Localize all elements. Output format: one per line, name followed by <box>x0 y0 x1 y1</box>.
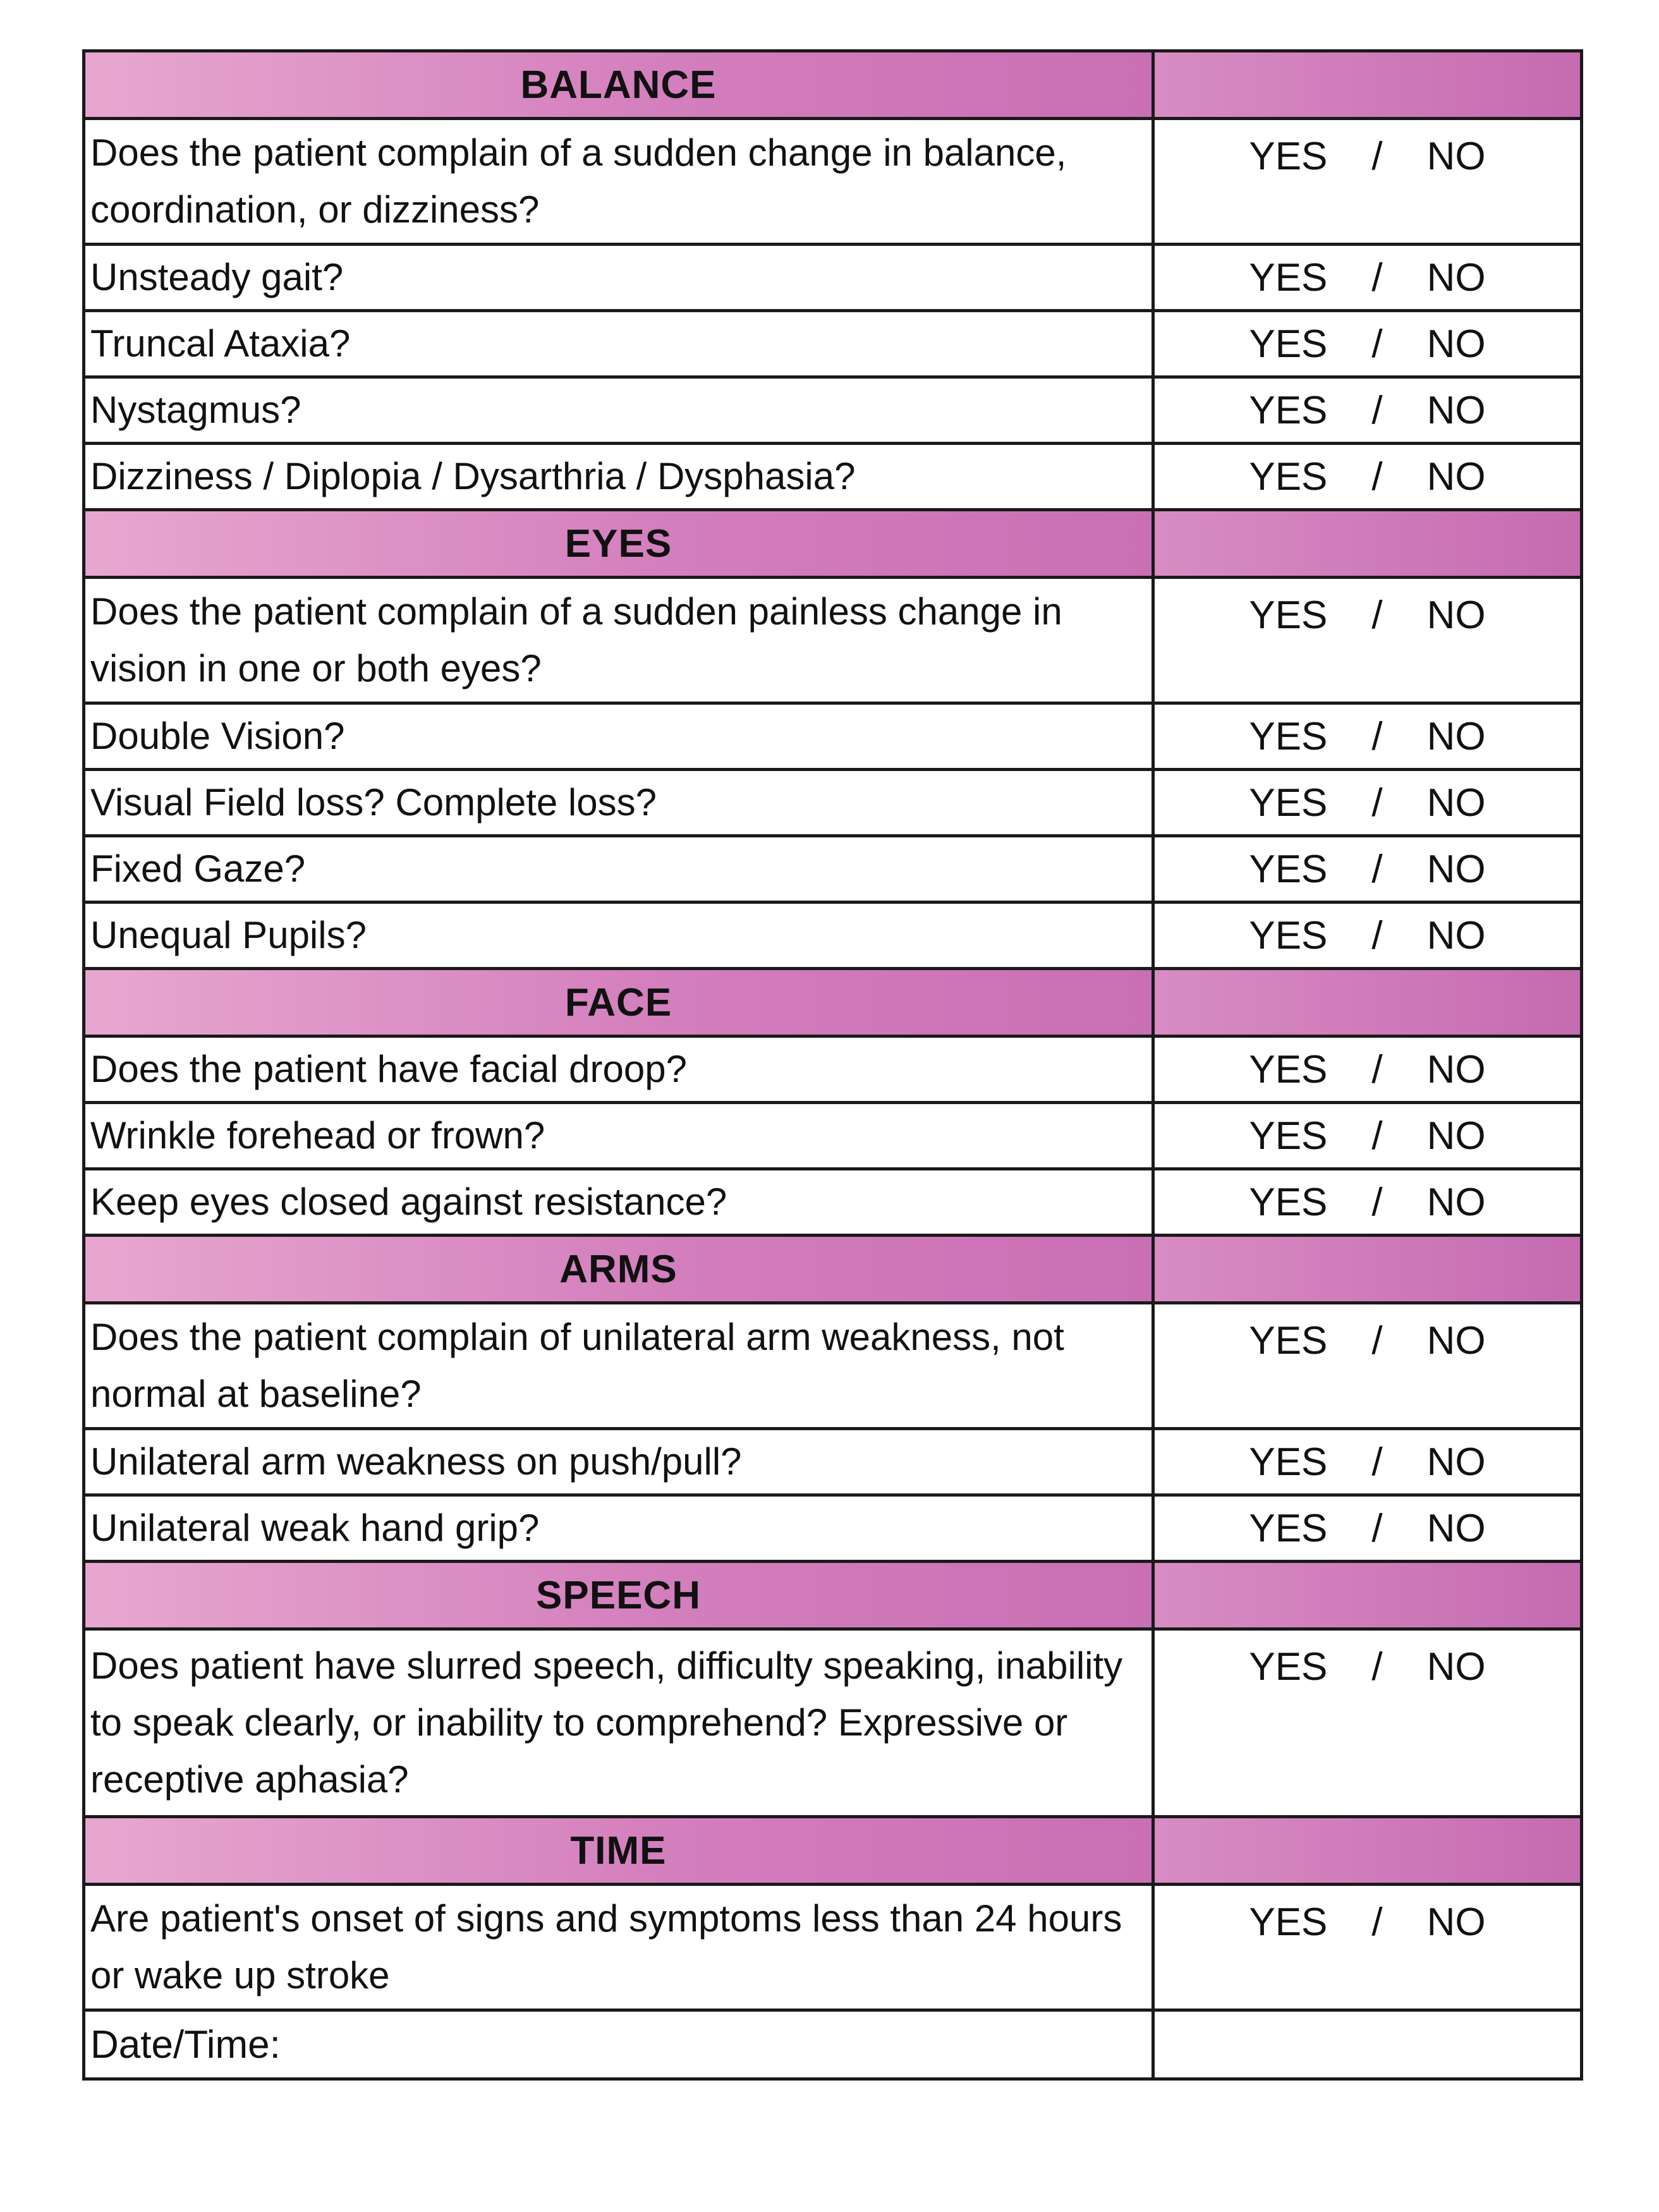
section-title: ARMS <box>84 1236 1153 1303</box>
section-title: BALANCE <box>84 51 1153 119</box>
no-option[interactable]: NO <box>1426 913 1486 957</box>
question-row <box>84 119 1582 245</box>
question-row <box>84 836 1582 902</box>
yes-option[interactable]: YES <box>1249 847 1328 891</box>
yes-option[interactable]: YES <box>1249 781 1328 825</box>
section-title: FACE <box>84 969 1153 1036</box>
question-text: Unequal Pupils? <box>84 902 1153 969</box>
yes-no-choice <box>1160 1047 1575 1092</box>
answer-cell <box>1153 703 1582 770</box>
yes-option[interactable]: YES <box>1249 714 1328 758</box>
section-header-blank <box>1153 1562 1582 1629</box>
question-row <box>84 578 1582 703</box>
yes-option[interactable]: YES <box>1249 1114 1328 1158</box>
no-option[interactable]: NO <box>1426 454 1486 499</box>
no-option[interactable]: NO <box>1426 1047 1486 1091</box>
yes-option[interactable]: YES <box>1249 1440 1328 1484</box>
answer-cell <box>1153 1629 1582 1817</box>
date-time-field[interactable] <box>1153 2010 1582 2079</box>
answer-cell <box>1153 245 1582 311</box>
question-row <box>84 703 1582 770</box>
option-separator: / <box>1371 1900 1383 1944</box>
answer-cell <box>1153 1885 1582 2010</box>
option-separator: / <box>1371 1047 1383 1091</box>
section-header-time <box>84 1817 1582 1885</box>
question-row <box>84 1885 1582 2010</box>
yes-option[interactable]: YES <box>1249 388 1328 432</box>
no-option[interactable]: NO <box>1426 1506 1486 1550</box>
option-separator: / <box>1371 388 1383 432</box>
yes-option[interactable]: YES <box>1249 135 1328 178</box>
question-text: Keep eyes closed against resistance? <box>84 1169 1153 1236</box>
section-header-blank <box>1153 1236 1582 1303</box>
yes-no-choice <box>1160 255 1575 300</box>
yes-no-choice <box>1160 134 1575 179</box>
yes-no-choice <box>1160 714 1575 759</box>
answer-cell <box>1153 377 1582 444</box>
yes-no-choice <box>1160 593 1575 638</box>
option-separator: / <box>1371 1319 1383 1363</box>
yes-no-choice <box>1160 388 1575 433</box>
yes-no-choice <box>1160 781 1575 825</box>
no-option[interactable]: NO <box>1426 1180 1486 1224</box>
section-header-blank <box>1153 51 1582 119</box>
yes-no-choice <box>1160 1440 1575 1485</box>
yes-no-choice <box>1160 1506 1575 1551</box>
question-row <box>84 444 1582 510</box>
question-text: Double Vision? <box>84 703 1153 770</box>
no-option[interactable]: NO <box>1426 255 1486 300</box>
answer-cell <box>1153 311 1582 377</box>
option-separator: / <box>1371 781 1383 825</box>
question-row <box>84 245 1582 311</box>
question-text: Does patient have slurred speech, difficulty speaking, inability to speak clearly, or inability to comprehend? Expressive or receptive aphasia? <box>84 1629 1153 1817</box>
option-separator: / <box>1371 913 1383 957</box>
answer-cell <box>1153 902 1582 969</box>
section-header-blank <box>1153 510 1582 578</box>
question-row <box>84 1429 1582 1495</box>
section-header-arms <box>84 1236 1582 1303</box>
option-separator: / <box>1371 593 1383 637</box>
section-header-speech <box>84 1562 1582 1629</box>
yes-no-choice <box>1160 1644 1575 1689</box>
option-separator: / <box>1371 1180 1383 1224</box>
option-separator: / <box>1371 454 1383 499</box>
option-separator: / <box>1371 255 1383 300</box>
answer-cell <box>1153 1169 1582 1236</box>
no-option[interactable]: NO <box>1426 1645 1486 1689</box>
yes-option[interactable]: YES <box>1249 593 1328 637</box>
section-header-balance <box>84 51 1582 119</box>
no-option[interactable]: NO <box>1426 847 1486 891</box>
no-option[interactable]: NO <box>1426 1900 1486 1944</box>
question-text: Dizziness / Diplopia / Dysarthria / Dysphasia? <box>84 444 1153 510</box>
no-option[interactable]: NO <box>1426 593 1486 637</box>
stroke-assessment-form <box>82 49 1580 2081</box>
yes-option[interactable]: YES <box>1249 1047 1328 1091</box>
option-separator: / <box>1371 1506 1383 1550</box>
no-option[interactable]: NO <box>1426 1319 1486 1363</box>
no-option[interactable]: NO <box>1426 1114 1486 1158</box>
yes-option[interactable]: YES <box>1249 1506 1328 1550</box>
yes-no-choice <box>1160 913 1575 958</box>
question-text: Are patient's onset of signs and symptoms less than 24 hours or wake up stroke <box>84 1885 1153 2010</box>
question-row <box>84 1036 1582 1103</box>
option-separator: / <box>1371 135 1383 178</box>
question-text: Does the patient have facial droop? <box>84 1036 1153 1103</box>
answer-cell <box>1153 770 1582 836</box>
question-text: Wrinkle forehead or frown? <box>84 1103 1153 1169</box>
date-time-row <box>84 2010 1582 2079</box>
question-text: Unilateral weak hand grip? <box>84 1495 1153 1562</box>
answer-cell <box>1153 1303 1582 1429</box>
answer-cell <box>1153 578 1582 703</box>
yes-option[interactable]: YES <box>1249 1180 1328 1224</box>
question-row <box>84 770 1582 836</box>
section-header-eyes <box>84 510 1582 578</box>
no-option[interactable]: NO <box>1426 388 1486 432</box>
yes-option[interactable]: YES <box>1249 1900 1328 1944</box>
yes-no-choice <box>1160 1180 1575 1225</box>
question-text: Does the patient complain of a sudden change in balance, coordination, or dizziness? <box>84 119 1153 245</box>
answer-cell <box>1153 1103 1582 1169</box>
yes-no-choice <box>1160 1318 1575 1363</box>
option-separator: / <box>1371 1440 1383 1484</box>
no-option[interactable]: NO <box>1426 322 1486 366</box>
question-text: Truncal Ataxia? <box>84 311 1153 377</box>
answer-cell <box>1153 1036 1582 1103</box>
question-row <box>84 1103 1582 1169</box>
question-row <box>84 311 1582 377</box>
no-option[interactable]: NO <box>1426 1440 1486 1484</box>
yes-no-choice <box>1160 322 1575 367</box>
section-header-blank <box>1153 1817 1582 1885</box>
yes-option[interactable]: YES <box>1249 454 1328 499</box>
question-text: Does the patient complain of a sudden painless change in vision in one or both eyes? <box>84 578 1153 703</box>
yes-option[interactable]: YES <box>1249 913 1328 957</box>
yes-no-choice <box>1160 847 1575 892</box>
yes-option[interactable]: YES <box>1249 1319 1328 1363</box>
no-option[interactable]: NO <box>1426 714 1486 758</box>
question-text: Fixed Gaze? <box>84 836 1153 902</box>
no-option[interactable]: NO <box>1426 135 1486 178</box>
yes-no-choice <box>1160 1900 1575 1945</box>
question-text: Visual Field loss? Complete loss? <box>84 770 1153 836</box>
section-header-face <box>84 969 1582 1036</box>
question-row <box>84 1169 1582 1236</box>
yes-option[interactable]: YES <box>1249 1645 1328 1689</box>
answer-cell <box>1153 1429 1582 1495</box>
yes-option[interactable]: YES <box>1249 255 1328 300</box>
question-text: Unilateral arm weakness on push/pull? <box>84 1429 1153 1495</box>
question-row <box>84 1495 1582 1562</box>
section-title: SPEECH <box>84 1562 1153 1629</box>
option-separator: / <box>1371 322 1383 366</box>
section-header-blank <box>1153 969 1582 1036</box>
assessment-table <box>82 49 1583 2081</box>
answer-cell <box>1153 836 1582 902</box>
option-separator: / <box>1371 847 1383 891</box>
section-title: EYES <box>84 510 1153 578</box>
yes-no-choice <box>1160 454 1575 499</box>
question-row <box>84 377 1582 444</box>
section-title: TIME <box>84 1817 1153 1885</box>
question-text: Does the patient complain of unilateral arm weakness, not normal at baseline? <box>84 1303 1153 1429</box>
option-separator: / <box>1371 714 1383 758</box>
option-separator: / <box>1371 1645 1383 1689</box>
answer-cell <box>1153 444 1582 510</box>
question-text: Unsteady gait? <box>84 245 1153 311</box>
question-row <box>84 1629 1582 1817</box>
answer-cell <box>1153 119 1582 245</box>
question-row <box>84 1303 1582 1429</box>
question-text: Nystagmus? <box>84 377 1153 444</box>
no-option[interactable]: NO <box>1426 781 1486 825</box>
date-time-label: Date/Time: <box>84 2010 1153 2079</box>
question-row <box>84 902 1582 969</box>
option-separator: / <box>1371 1114 1383 1158</box>
yes-no-choice <box>1160 1114 1575 1158</box>
answer-cell <box>1153 1495 1582 1562</box>
yes-option[interactable]: YES <box>1249 322 1328 366</box>
